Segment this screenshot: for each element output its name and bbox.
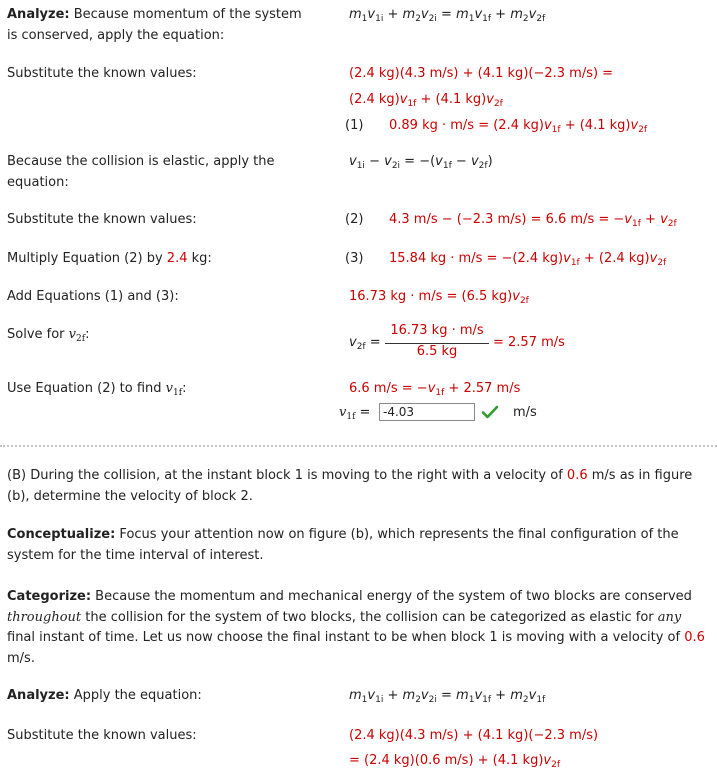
eq-sub: 2f (493, 99, 503, 109)
eq-term: v (427, 381, 436, 396)
eq-sub: 2f (638, 125, 648, 135)
eq-term: m (456, 688, 469, 703)
eq-term: v (649, 251, 658, 266)
eq-sub: 1f (482, 14, 492, 24)
multiply-factor: 2.4 (166, 251, 188, 266)
eq-sub: 2f (667, 219, 677, 229)
part-b-velocity: 0.6 (566, 468, 588, 483)
eq-sub: 2f (478, 161, 488, 171)
eq-term: v (474, 7, 483, 22)
solve-fraction (385, 323, 489, 365)
eq-op: = (436, 7, 457, 22)
solve-var: v (68, 327, 77, 342)
eq-sub: 2 (415, 695, 421, 705)
eq-sub: 1f (407, 99, 417, 109)
eq-term: m (456, 7, 469, 22)
eq-term: v (367, 688, 376, 703)
eq-term: m (349, 688, 362, 703)
eq-term: v (399, 92, 408, 107)
eq-term: v (470, 154, 479, 169)
momentum-equation-2 (349, 686, 545, 710)
eq-op: + (491, 7, 511, 22)
eq-term: v (420, 688, 429, 703)
eq-sub: 2f (657, 258, 667, 268)
eq-sub: 2 (522, 695, 529, 705)
eq-term: v (349, 335, 357, 350)
eq-part: 6.6 m/s = − (349, 381, 428, 396)
eq-sub: 1f (482, 695, 492, 705)
eq-term: v (630, 118, 639, 133)
use-text: Use Equation (2) to find (7, 381, 166, 396)
eq-op: − (451, 154, 471, 169)
analyze-step-2 (7, 686, 202, 707)
eq-part: + (4.1 kg) (416, 92, 487, 107)
eq-term: m (402, 7, 416, 22)
eq-term: m (349, 7, 362, 22)
fraction-numerator: 16.73 kg · m/s (390, 323, 484, 338)
equation-3 (389, 249, 666, 273)
use-equation (349, 379, 520, 403)
solve-result: = 2.57 m/s (493, 335, 565, 350)
eq-sub: 2f (551, 760, 561, 770)
elastic-equation (349, 152, 493, 176)
add-equation (349, 287, 529, 311)
eq-sub: 1f (631, 219, 641, 229)
conceptualize-description: Focus your attention now on figure (b), which represents the final configuration of the system for the time interval of interest. (7, 527, 679, 563)
categorize-part-end: m/s. (7, 650, 35, 666)
analyze-step-text (7, 5, 307, 46)
eq-op: = (365, 335, 381, 350)
eq-term: v (435, 154, 443, 169)
eq-sub: 2i (428, 14, 437, 24)
part-b-text-end: m/s as in figure (b), determine the velocity of block 2. (7, 468, 693, 504)
substitute-line-1: (2.4 kg)(4.3 m/s) + (4.1 kg)(−2.3 m/s) = (349, 66, 614, 81)
elastic-text: Because the collision is elastic, apply the equation: (7, 154, 275, 190)
eq-op: − (364, 154, 385, 169)
eq-sub: 1 (361, 14, 368, 24)
eq-sub: 1 (468, 695, 475, 705)
solve-colon: : (85, 327, 90, 342)
fraction-denominator: 6.5 kg (416, 344, 458, 359)
solve-text: Solve for (7, 327, 69, 342)
part-b-text: (B) During the collision, at the instant block 1 is moving to the right with a velocity of (7, 468, 567, 483)
analyze-label-2: Analyze: (7, 688, 70, 703)
eq-sub: 1 (361, 695, 368, 705)
analyze-description-2: Apply the equation: (69, 688, 202, 703)
use-colon: : (182, 381, 187, 396)
eq-op: + (491, 688, 511, 703)
momentum-equation (349, 5, 545, 29)
use-var-sub: 1f (173, 388, 183, 398)
solve-lhs (349, 333, 381, 357)
eq-term: v (624, 212, 632, 227)
eq-part: 0.89 kg · m/s = (2.4 kg) (389, 118, 544, 133)
eq-sub: 2f (356, 342, 366, 352)
substitute-3-line-1: (2.4 kg)(4.3 m/s) + (4.1 kg)(−2.3 m/s) (349, 728, 599, 743)
categorize-part: Because the momentum and mechanical energy of the system of two blocks are conserved (91, 589, 692, 604)
eq-sub: 2 (522, 14, 529, 24)
equation-number-2: (2) (345, 212, 364, 227)
eq-term: v (512, 289, 520, 304)
conceptualize-text (7, 525, 697, 566)
eq-sub: 1f (346, 412, 356, 422)
eq-sub: 1f (551, 125, 561, 135)
eq-op: ) (487, 154, 493, 169)
analyze-label: Analyze: (7, 7, 70, 22)
v1f-answer-input[interactable] (379, 403, 475, 421)
eq-term: v (367, 7, 376, 22)
equation-number-3: (3) (345, 251, 364, 266)
equation-number-1: (1) (345, 118, 364, 133)
eq-sub: 1i (375, 14, 384, 24)
eq-term: v (528, 7, 537, 22)
multiply-label (7, 249, 212, 270)
eq-term: v (420, 7, 429, 22)
eq-term: v (543, 118, 552, 133)
multiply-text: Multiply Equation (2) by (7, 251, 167, 266)
eq-term: v (384, 154, 392, 169)
eq-sub: 1i (375, 695, 384, 705)
eq-term: v (349, 154, 357, 169)
correct-check-icon (482, 405, 498, 419)
answer-label (339, 403, 370, 427)
eq-op: = −( (400, 154, 436, 169)
conceptualize-label: Conceptualize: (7, 527, 116, 542)
categorize-part: final instant of time. Let us now choose the final instant to be when block 1 is moving with a velocity of (7, 630, 685, 645)
eq-sub: 1 (468, 14, 475, 24)
part-b-question (7, 466, 697, 507)
add-label: Add Equations (1) and (3): (7, 289, 179, 304)
eq-sub: 2i (391, 161, 401, 171)
eq-part: + 2.57 m/s (444, 381, 521, 396)
eq-term: v (563, 251, 571, 266)
eq-part: + (2.4 kg) (579, 251, 650, 266)
eq-term: m (510, 688, 523, 703)
eq-sub: 2i (428, 695, 437, 705)
eq-op: + (383, 688, 403, 703)
use-var: v (165, 381, 174, 396)
equation-1 (389, 116, 647, 140)
eq-term: v (660, 212, 668, 227)
eq-sub: 1f (442, 161, 452, 171)
eq-term: m (402, 688, 416, 703)
eq-part: = (2.4 kg)(0.6 m/s) + (4.1 kg) (349, 753, 544, 768)
eq-term: v (474, 688, 483, 703)
eq-op: = (355, 405, 371, 420)
substitute-3-line-2 (349, 751, 560, 775)
categorize-velocity: 0.6 (684, 630, 705, 645)
eq-term: v (339, 405, 347, 420)
eq-op: = (436, 688, 457, 703)
equation-2 (389, 210, 677, 234)
answer-unit: m/s (513, 405, 537, 420)
eq-sub: 2f (519, 296, 529, 306)
eq-part: 16.73 kg · m/s = (6.5 kg) (349, 289, 513, 304)
eq-op: + (383, 7, 403, 22)
substitute-label-1: Substitute the known values: (7, 66, 197, 81)
analyze-description: Because momentum of the system is conserved, apply the equation: (7, 7, 302, 43)
solve-var-sub: 2f (76, 334, 86, 344)
eq-sub: 2f (536, 14, 546, 24)
substitute-label-2: Substitute the known values: (7, 212, 197, 227)
eq-term: v (486, 92, 494, 107)
eq-part: 15.84 kg · m/s = −(2.4 kg) (389, 251, 564, 266)
substitute-label-3: Substitute the known values: (7, 728, 197, 743)
categorize-emphasis: throughout (7, 609, 82, 625)
eq-sub: 1i (356, 161, 365, 171)
eq-part: 4.3 m/s − (−2.3 m/s) = 6.6 m/s = − (389, 212, 625, 227)
eq-term: v (528, 688, 537, 703)
eq-op: + (640, 212, 661, 227)
section-divider (0, 445, 717, 447)
use-equation-label (7, 379, 186, 404)
eq-part: (2.4 kg) (349, 92, 400, 107)
eq-sub: 1f (570, 258, 580, 268)
eq-sub: 2 (415, 14, 421, 24)
substitute-line-2 (349, 90, 503, 114)
eq-term: m (510, 7, 523, 22)
multiply-unit: kg: (187, 251, 212, 266)
eq-part: + (4.1 kg) (560, 118, 631, 133)
eq-term: v (543, 753, 552, 768)
categorize-label: Categorize: (7, 589, 92, 604)
eq-sub: 1f (536, 695, 546, 705)
categorize-part: the collision for the system of two blocks, the collision can be categorized as elastic for (81, 609, 658, 625)
categorize-emphasis: any (657, 609, 682, 625)
eq-sub: 1f (435, 388, 445, 398)
solve-label (7, 325, 89, 350)
categorize-text (7, 587, 707, 669)
